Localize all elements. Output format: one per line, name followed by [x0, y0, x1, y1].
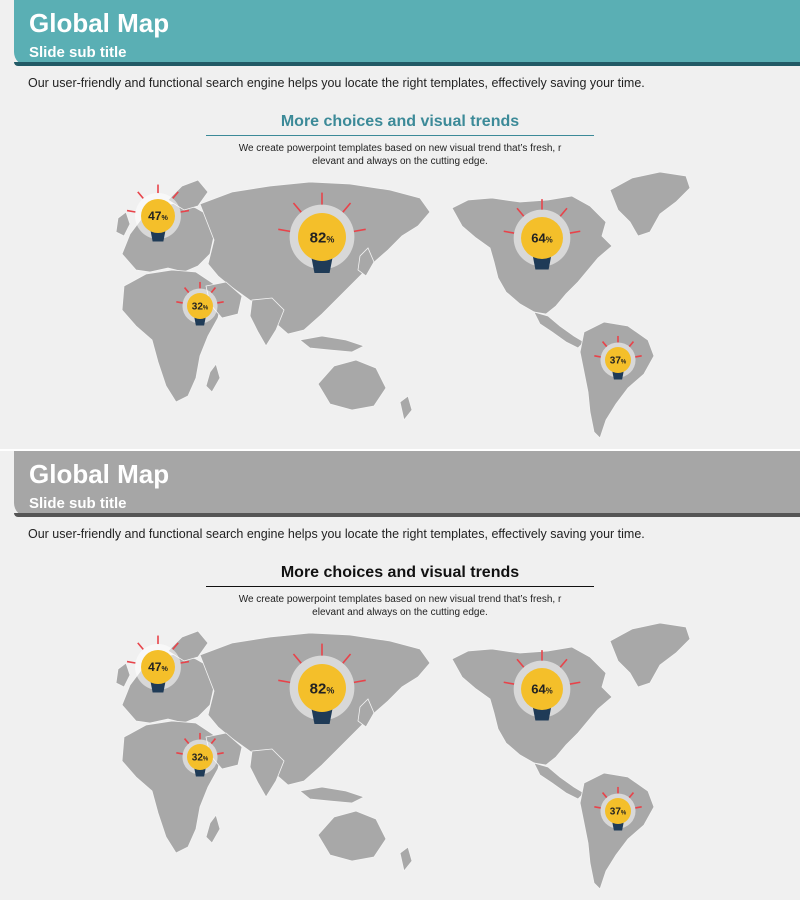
description-line-1: We create powerpoint templates based on new visual trend that’s fresh, r [238, 594, 562, 605]
world-map [0, 451, 800, 900]
bulb-ray [594, 356, 600, 357]
slide-header [14, 0, 800, 66]
section-description [214, 142, 586, 168]
greenland-landmass [610, 623, 690, 687]
slide-subtitle: Slide sub title [29, 495, 127, 512]
indonesia-landmass [300, 336, 364, 352]
marker-value: 32% [191, 301, 209, 313]
slide-header [14, 451, 800, 517]
new-zealand-landmass [400, 847, 412, 871]
new-zealand-landmass [400, 396, 412, 420]
bulb-ray [594, 807, 600, 808]
header-accent-bar [14, 513, 800, 517]
bulb-ray [635, 807, 641, 808]
bulb-ray [217, 302, 223, 303]
india-landmass [250, 298, 284, 346]
bulb-ray [176, 302, 182, 303]
uk-landmass [116, 663, 130, 687]
intro-text: Our user-friendly and functional search engine helps you locate the right templates, effectively saving your time. [28, 527, 645, 541]
marker-value: 64% [531, 681, 553, 697]
marker-value: 37% [609, 355, 627, 367]
greenland-landmass [610, 172, 690, 236]
slide-1 [0, 0, 800, 449]
central-america-landmass [534, 312, 584, 348]
description-line-2: elevant and always on the cutting edge. [312, 607, 488, 618]
marker-value: 47% [148, 660, 168, 675]
south-america-landmass [580, 322, 654, 438]
australia-landmass [318, 360, 386, 410]
marker-value: 37% [609, 806, 627, 818]
section-heading: More choices and visual trends [280, 564, 520, 581]
uk-landmass [116, 212, 130, 236]
world-map [0, 0, 800, 449]
slide-title: Global Map [29, 8, 170, 38]
bulb-ray [217, 753, 223, 754]
section-description [214, 593, 586, 619]
bulb-ray [635, 356, 641, 357]
marker-value: 32% [191, 752, 209, 764]
madagascar-landmass [206, 364, 220, 392]
south-america-landmass [580, 773, 654, 889]
marker-value: 64% [531, 230, 553, 246]
header-accent-bar [14, 62, 800, 66]
marker-value: 82% [309, 229, 335, 247]
slide-title: Global Map [29, 459, 170, 489]
marker-value: 47% [148, 209, 168, 224]
heading-underline [206, 135, 594, 136]
central-america-landmass [534, 763, 584, 799]
marker-value: 82% [309, 680, 335, 698]
bulb-ray [138, 643, 143, 650]
slide-subtitle: Slide sub title [29, 44, 127, 61]
description-line-1: We create powerpoint templates based on new visual trend that’s fresh, r [238, 143, 562, 154]
description-line-2: elevant and always on the cutting edge. [312, 156, 488, 167]
bulb-ray [176, 753, 182, 754]
heading-underline [206, 586, 594, 587]
india-landmass [250, 749, 284, 797]
indonesia-landmass [300, 787, 364, 803]
madagascar-landmass [206, 815, 220, 843]
slide-separator [0, 449, 800, 451]
slide-2 [0, 451, 800, 900]
section-heading: More choices and visual trends [280, 113, 520, 130]
bulb-ray [127, 662, 135, 663]
bulb-ray [138, 192, 143, 199]
bulb-ray [127, 211, 135, 212]
australia-landmass [318, 811, 386, 861]
intro-text: Our user-friendly and functional search engine helps you locate the right templates, effectively saving your time. [28, 76, 645, 90]
